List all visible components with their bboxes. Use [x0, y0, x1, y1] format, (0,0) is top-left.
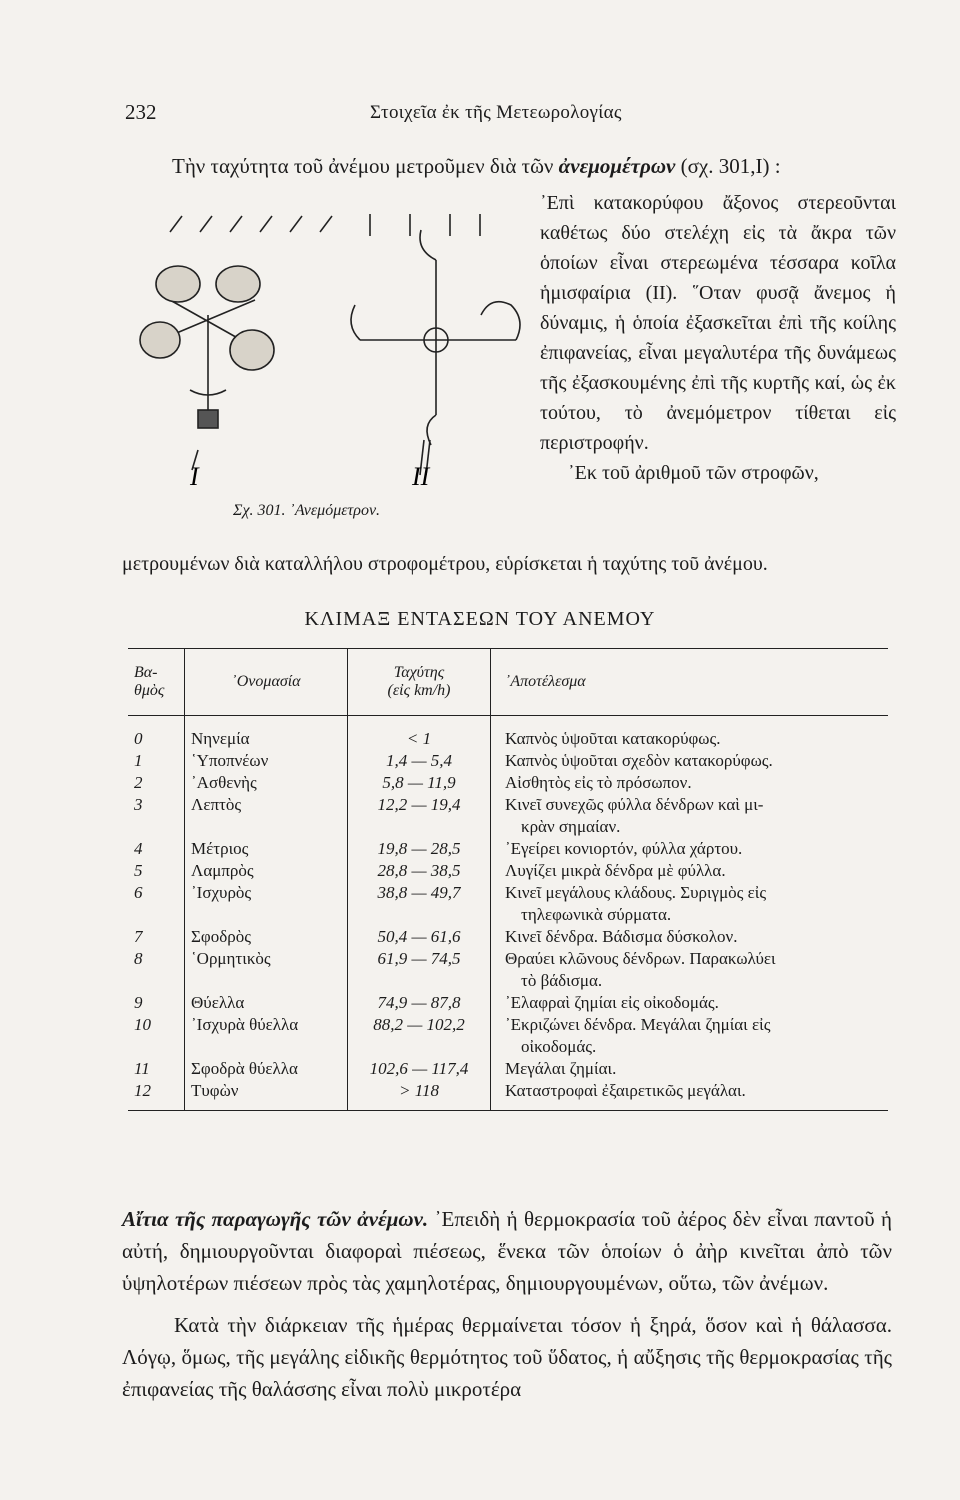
header-effect: ᾿Αποτέλεσμα — [491, 649, 889, 716]
section-heading: Αἴτια τῆς παραγωγῆς τῶν ἀνέμων. — [122, 1207, 429, 1231]
day-paragraph: Κατὰ τὴν διάρκειαν τῆς ἡμέρας θερμαίνεται τόσον ἡ ξηρά, ὅσον καὶ ἡ θάλασσα. Λόγῳ, ὅμως, τῆς μεγάλης εἰδικῆς θερμότητος τοῦ ὕδατος, ἡ αὔξησις τῆς θερμοκρασίας τῆς ἐπιφανείας τῆς θαλάσσης εἶναι πολὺ μικροτέρα — [122, 1313, 892, 1401]
table-row: 2 ᾿Ασθενὴς 5,8 — 11,9 Αἰσθητὸς εἰς τὸ πρόσωπον. — [128, 772, 888, 794]
table-row: 3 Λεπτὸς 12,2 — 19,4 Κινεῖ συνεχῶς φύλλα δένδρων καὶ μι- κρὰν σημαίαν. — [128, 794, 888, 838]
header-speed: Ταχύτης (εἰς km/h) — [348, 649, 491, 716]
table-row: 8 ῾Ορμητικὸς 61,9 — 74,5 Θραύει κλῶνους δένδρων. Παρακωλύει τὸ βάδισμα. — [128, 948, 888, 992]
plan-view-drawing-icon — [351, 230, 520, 475]
figure-label-one: I — [190, 462, 199, 491]
page-number: 232 — [125, 100, 157, 124]
description-paragraph-start: ᾿Εκ τοῦ ἀριθμοῦ τῶν στροφῶν, — [568, 462, 819, 484]
header-grade: Βα- θμὸς — [128, 649, 185, 716]
table-row: 5 Λαμπρὸς 28,8 — 38,5 Λυγίζει μικρὰ δένδρα μὲ φύλλα. — [128, 860, 888, 882]
intro-term: ἀνεμομέτρων — [558, 154, 676, 178]
causes-paragraph — [122, 1203, 892, 1299]
table-row: 1 ῾Υποπνέων 1,4 — 5,4 Καπνὸς ὑψοῦται σχεδὸν κατακορύφως. — [128, 750, 888, 772]
anemometer-description — [540, 188, 896, 488]
figure-label-two: II — [412, 462, 430, 491]
table-row: 9 Θύελλα 74,9 — 87,8 ᾿Ελαφραὶ ζημίαι εἰς οἰκοδομάς. — [128, 992, 888, 1014]
intro-figure-ref: (σχ. 301,I) : — [675, 154, 781, 178]
table-row: 6 ᾿Ισχυρὸς 38,8 — 49,7 Κινεῖ μεγάλους κλάδους. Συριγμὸς εἰς τηλεφωνικὰ σύρματα. — [128, 882, 888, 926]
anemometer-drawing-icon — [140, 266, 274, 470]
causes-text: ᾿Επειδὴ ἡ θερμοκρασία τοῦ ἀέρος δὲν εἶναι παντοῦ ἡ αὐτή, δημιουργοῦνται διαφοραὶ πιέσεως, ἕνεκα τῶν ὁποίων ὁ ἀὴρ κινεῖται ἀπὸ τῶν ὑψηλοτέρων πιέσεων πρὸς τὰς χαμηλοτέρας, δημιουργουμένων, οὕτω, τῶν ἀνέμων. — [122, 1207, 892, 1295]
intro-text: Τὴν ταχύτητα τοῦ ἀνέμου μετροῦμεν διὰ τῶν — [172, 154, 559, 178]
running-title: Στοιχεῖα ἐκ τῆς Μετεωρολογίας — [370, 102, 622, 123]
table-title: ΚΛΙΜΑΞ ΕΝΤΑΣΕΩΝ ΤΟΥ ΑΝΕΜΟΥ — [304, 608, 656, 630]
figure-caption: Σχ. 301. ᾿Ανεμόμετρον. — [233, 502, 381, 519]
description-continuation-text: μετρουμένων διὰ καταλλήλου στροφομέτρου, εὑρίσκεται ἡ ταχύτης τοῦ ἀνέμου. — [122, 553, 768, 575]
table-row: 10 ᾿Ισχυρὰ θύελλα 88,2 — 102,2 ᾿Εκριζώνει δένδρα. Μεγάλαι ζημίαι εἰς οἰκοδομάς. — [128, 1014, 888, 1058]
table-row: 0 Νηνεμία < 1 Καπνὸς ὑψοῦται κατακορύφως. — [128, 716, 888, 751]
table-header-row — [128, 649, 888, 716]
body-text — [122, 1203, 892, 1405]
table-row: 11 Σφοδρὰ θύελλα 102,6 — 117,4 Μεγάλαι ζημίαι. — [128, 1058, 888, 1080]
wind-arrows-icon — [170, 214, 480, 236]
description-paragraph: ᾿Επὶ κατακορύφου ἄξονος στερεοῦνται καθέτως δύο στελέχη εἰς τὰ ἄκρα τῶν ὁποίων εἶναι στερεωμένα τέσσαρα κοῖλα ἡμισφαίρια (II). ῞Οταν φυσᾷ ἄνεμος ἡ δύναμις, ἡ ὁποία ἐξασκεῖται ἐπὶ τῆς κοίλης ἐπιφανείας, εἶναι μεγαλυτέρα τῆς δυνάμεως τῆς ἐξασκουμένης ἐπὶ τῆς κυρτῆς καί, ὡς ἐκ τούτου, τὸ ἀνεμόμετρον τίθεται εἰς περιστροφήν. — [540, 192, 896, 454]
anemometer-figure — [130, 200, 530, 530]
page-header — [125, 100, 865, 130]
table-row: 4 Μέτριος 19,8 — 28,5 ᾿Εγείρει κονιορτόν, φύλλα χάρτου. — [128, 838, 888, 860]
table-row: 12 Τυφὼν > 118 Καταστροφαὶ ἐξαιρετικῶς μεγάλαι. — [128, 1080, 888, 1111]
table-row: 7 Σφοδρὸς 50,4 — 61,6 Κινεῖ δένδρα. Βάδισμα δύσκολον. — [128, 926, 888, 948]
header-name: ᾿Ονομασία — [185, 649, 348, 716]
intro-sentence — [172, 154, 781, 179]
wind-scale-table — [128, 648, 888, 1111]
